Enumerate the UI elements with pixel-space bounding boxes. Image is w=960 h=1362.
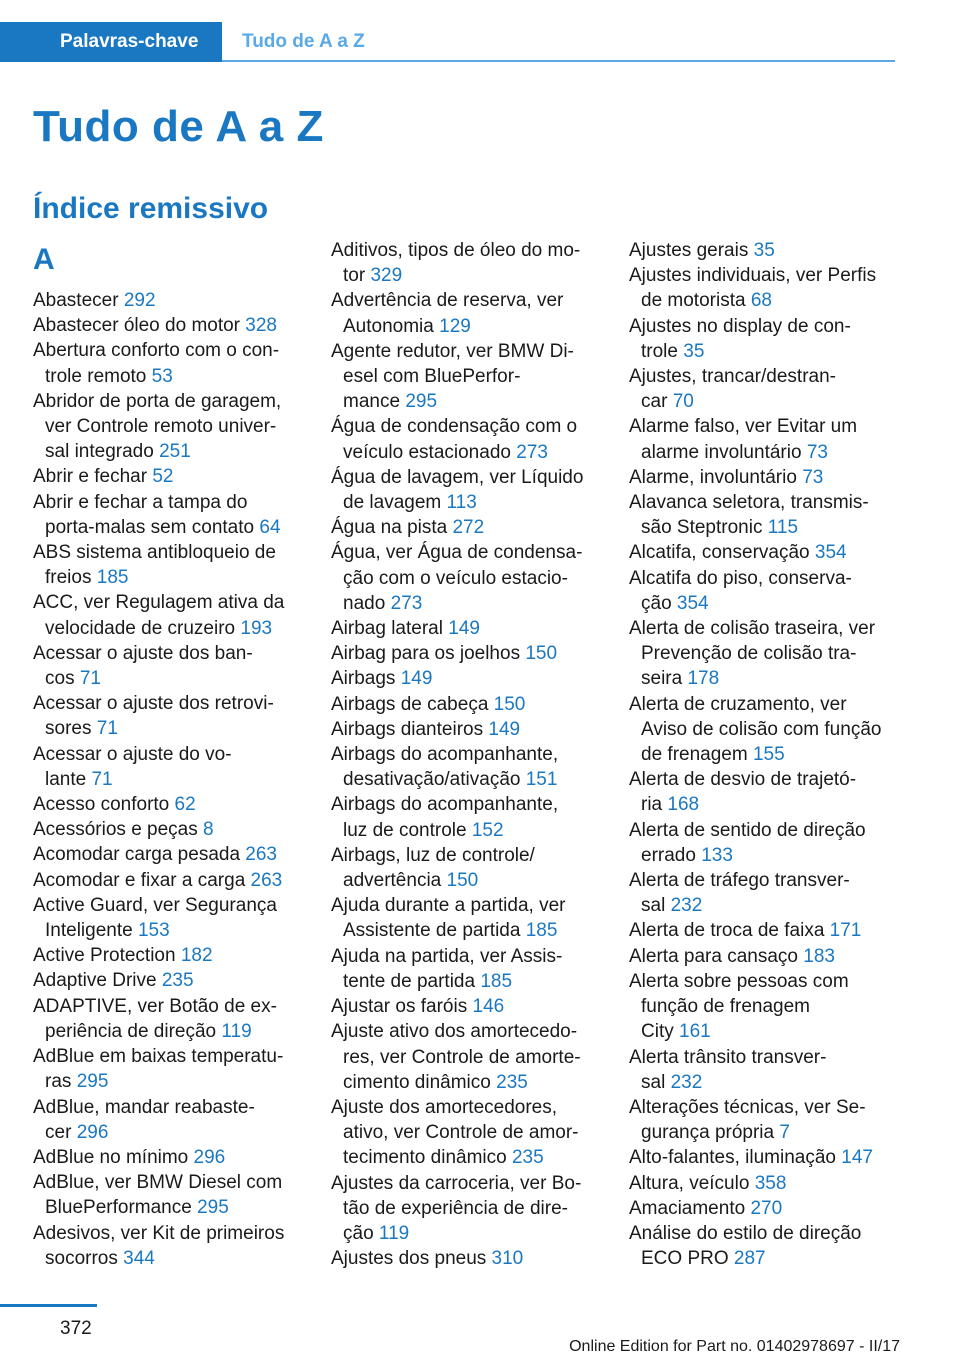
index-entry-page-link[interactable]: 178	[687, 668, 720, 690]
index-entry-text: Ajuda durante a partida, ver Assistente de partida	[331, 895, 566, 942]
index-entry	[629, 692, 899, 768]
index-entry-text: Alerta de troca de faixa	[629, 920, 825, 942]
index-entry-text: AdBlue, mandar reabaste- cer	[33, 1096, 255, 1143]
index-entry	[33, 893, 303, 943]
index-entry-page-link[interactable]: 263	[245, 844, 277, 866]
index-entry-page-link[interactable]: 295	[76, 1071, 109, 1093]
index-entry-page-link[interactable]: 358	[754, 1172, 787, 1194]
index-entry-page-link[interactable]: 35	[753, 240, 775, 261]
index-entry-text: Abastecer óleo do motor	[33, 315, 241, 337]
index-entry-text: Airbag lateral	[331, 618, 443, 640]
index-entry	[331, 1019, 601, 1095]
index-entry-text: Alcatifa, conservação	[629, 542, 810, 564]
index-entry	[629, 490, 899, 540]
index-entry-text: Airbags de cabeça	[331, 693, 489, 715]
index-entry-text: Acessar o ajuste dos retrovi- sores	[33, 693, 274, 740]
index-entry-page-link[interactable]: 272	[452, 517, 485, 539]
index-entry	[33, 590, 303, 640]
index-entry-page-link[interactable]: 7	[779, 1122, 790, 1144]
index-entry-page-link[interactable]: 296	[193, 1146, 226, 1168]
index-entry-text: Alerta de tráfego transver- sal	[629, 870, 850, 917]
index-entry-page-link[interactable]: 153	[137, 920, 170, 942]
index-entry-page-link[interactable]: 62	[174, 794, 196, 816]
index-entry-page-link[interactable]: 193	[240, 617, 273, 639]
index-entry-page-link[interactable]: 73	[806, 441, 828, 463]
index-entry-page-link[interactable]: 73	[802, 466, 824, 488]
index-entry-page-link[interactable]: 35	[683, 340, 705, 362]
index-entry	[331, 893, 601, 943]
index-entry-text: Ajuste dos amortecedores, ativo, ver Controle de amor- tecimento dinâmico	[331, 1096, 579, 1169]
index-entry	[331, 238, 601, 288]
index-entry	[33, 1170, 303, 1220]
index-entry-page-link[interactable]: 8	[203, 819, 214, 841]
index-entry-page-link[interactable]: 287	[733, 1248, 766, 1270]
index-entry-page-link[interactable]: 149	[400, 668, 433, 690]
index-letter-heading: A	[33, 243, 55, 276]
index-entry-page-link[interactable]: 149	[488, 718, 521, 740]
index-entry	[629, 616, 899, 692]
index-entry-page-link[interactable]: 183	[803, 945, 835, 967]
index-column-2	[331, 238, 601, 1271]
index-entry-text: Agente redutor, ver BMW Di- esel com BluePerfor- mance	[331, 340, 574, 413]
index-entry-text: Acesso conforto	[33, 794, 170, 816]
index-entry	[331, 717, 601, 742]
index-entry-text: Alerta trânsito transver- sal	[629, 1046, 827, 1093]
index-entry	[331, 1246, 601, 1271]
index-entry	[331, 339, 601, 415]
index-entry	[33, 742, 303, 792]
index-entry-text: Abastecer	[33, 290, 119, 311]
index-entry	[629, 540, 899, 565]
page-number: 372	[60, 1318, 92, 1339]
section-title: Índice remissivo	[33, 192, 269, 225]
index-entry-text: ABS sistema antibloqueio de freios	[33, 542, 276, 589]
index-entry	[331, 1095, 601, 1171]
index-entry-text: Ajustes individuais, ver Perfis de motorista	[629, 265, 877, 312]
index-entry-text: Adesivos, ver Kit de primeiros socorros	[33, 1222, 285, 1269]
index-entry-page-link[interactable]: 185	[525, 920, 558, 942]
index-entry	[33, 691, 303, 741]
index-entry	[33, 1095, 303, 1145]
index-entry	[629, 1196, 899, 1221]
index-entry-page-link[interactable]: 182	[180, 945, 213, 967]
index-entry-page-link[interactable]: 251	[159, 441, 191, 463]
index-entry-text: Ajuste ativo dos amortecedo- res, ver Controle de amorte- cimento dinâmico	[331, 1021, 581, 1093]
index-entry-text: Adaptive Drive	[33, 970, 157, 992]
index-entry-text: Ajustes da carroceria, ver Bo- tão de experiência de dire- ção	[331, 1172, 582, 1244]
index-entry-text: Água de condensação com o veículo estacionado	[331, 416, 578, 463]
index-entry-text: Abrir e fechar	[33, 466, 148, 488]
index-entry-page-link[interactable]: 168	[667, 794, 700, 816]
index-entry-page-link[interactable]: 295	[197, 1197, 229, 1219]
index-entry	[629, 263, 899, 313]
index-entry-page-link[interactable]: 133	[701, 844, 733, 866]
tab-keywords[interactable]: Palavras-chave	[0, 22, 222, 62]
index-entry-page-link[interactable]: 129	[439, 315, 471, 337]
index-column-1	[33, 238, 303, 1271]
index-entry	[33, 792, 303, 817]
index-entry	[629, 465, 899, 490]
index-entry-page-link[interactable]: 328	[245, 315, 277, 337]
index-entry-page-link[interactable]: 64	[259, 516, 281, 538]
index-entry-text: Airbags do acompanhante, desativação/ativação	[331, 744, 559, 791]
index-entry-text: Aditivos, tipos de óleo do mo- tor	[331, 240, 581, 287]
index-entry	[629, 1095, 899, 1145]
index-entry-text: Alerta de sentido de direção errado	[629, 819, 866, 866]
index-entry-page-link[interactable]: 119	[221, 1020, 252, 1042]
index-entry-text: Ajustes no display de con- trole	[629, 315, 851, 362]
index-entry-page-link[interactable]: 71	[91, 768, 113, 790]
index-entry-text: Airbag para os joelhos	[331, 643, 521, 665]
index-entry-text: Acomodar carga pesada	[33, 844, 241, 866]
index-entry-text: Amaciamento	[629, 1197, 746, 1219]
index-entry	[33, 338, 303, 388]
index-entry	[33, 641, 303, 691]
index-entry-page-link[interactable]: 146	[472, 996, 505, 1018]
index-entry-text: Ajuda na partida, ver Assis- tente de partida	[331, 945, 563, 992]
index-entry	[331, 1171, 601, 1247]
index-entry-text: AdBlue, ver BMW Diesel com BluePerformance	[33, 1172, 283, 1219]
index-entry-page-link[interactable]: 68	[750, 290, 772, 312]
index-entry	[331, 944, 601, 994]
index-entry	[33, 490, 303, 540]
index-entry-page-link[interactable]: 113	[446, 492, 477, 514]
index-entry	[331, 465, 601, 515]
index-entry-text: Alterações técnicas, ver Se- gurança própria	[629, 1096, 866, 1144]
tab-underline	[222, 60, 895, 62]
index-entry-text: Altura, veículo	[629, 1172, 750, 1194]
index-entry	[33, 1221, 303, 1271]
index-entry-text: Advertência de reserva, ver Autonomia	[331, 290, 564, 337]
index-entry	[331, 792, 601, 842]
index-entry-text: AdBlue no mínimo	[33, 1146, 189, 1168]
index-entry-text: Acessórios e peças	[33, 819, 198, 841]
index-entry	[629, 414, 899, 464]
index-entry-page-link[interactable]: 71	[79, 668, 101, 690]
index-column-3	[629, 238, 899, 1271]
index-entry-page-link[interactable]: 329	[370, 265, 403, 287]
index-entry	[331, 414, 601, 464]
index-entry	[33, 540, 303, 590]
index-entry-text: Análise do estilo de direção ECO PRO	[629, 1222, 862, 1270]
index-entry-page-link[interactable]: 185	[96, 567, 129, 589]
index-entry-text: Ajustes gerais	[629, 240, 749, 261]
index-entry	[33, 968, 303, 993]
index-entry-text: Active Protection	[33, 945, 176, 967]
index-entry	[629, 944, 899, 969]
index-entry-page-link[interactable]: 150	[525, 643, 558, 665]
index-entry-text: Airbags dianteiros	[331, 718, 484, 740]
index-entry-page-link[interactable]: 70	[672, 391, 694, 413]
index-entry-text: Ajustes, trancar/destran- car	[629, 366, 836, 413]
index-entry	[33, 817, 303, 842]
index-entry-page-link[interactable]: 185	[480, 970, 513, 992]
index-entry	[33, 1044, 303, 1094]
index-entry	[331, 994, 601, 1019]
index-entry-text: Abridor de porta de garagem, ver Controle remoto univer- sal integrado	[33, 390, 282, 463]
index-entry	[33, 288, 303, 313]
index-entry	[629, 818, 899, 868]
index-entry-text: Acessar o ajuste dos ban- cos	[33, 642, 253, 690]
index-entry	[33, 389, 303, 465]
index-entry-page-link[interactable]: 310	[491, 1248, 524, 1270]
index-entry-text: Airbags, luz de controle/ advertência	[331, 844, 535, 892]
index-entry-page-link[interactable]: 119	[378, 1222, 410, 1244]
index-entry	[331, 515, 601, 540]
index-entry	[331, 540, 601, 616]
index-entry	[629, 767, 899, 817]
index-entry-page-link[interactable]: 71	[96, 718, 118, 740]
index-entry-text: Alerta para cansaço	[629, 945, 798, 967]
index-entry	[33, 994, 303, 1044]
index-entry-text: Alavanca seletora, transmis- são Steptronic	[629, 492, 869, 539]
index-entry	[33, 464, 303, 489]
index-entry-page-link[interactable]: 150	[446, 870, 479, 892]
index-entry-text: Água de lavagem, ver Líquido de lavagem	[331, 466, 584, 514]
index-entry-page-link[interactable]: 235	[496, 1071, 528, 1093]
index-entry-text: Alerta de desvio de trajetó- ria	[629, 769, 857, 816]
index-entry	[33, 842, 303, 867]
index-entry-text: Alto-falantes, iluminação	[629, 1147, 836, 1169]
index-entry	[33, 1145, 303, 1170]
index-entry-text: Active Guard, ver Segurança Inteligente	[33, 894, 277, 942]
index-entry	[331, 666, 601, 691]
index-entry-text: Acomodar e fixar a carga	[33, 869, 246, 891]
index-entry	[331, 641, 601, 666]
index-entry-page-link[interactable]: 52	[152, 466, 174, 488]
index-entry-text: Alerta de cruzamento, ver Aviso de colisão com função de frenagem	[629, 693, 882, 766]
index-entry-text: Acessar o ajuste do vo- lante	[33, 743, 232, 790]
index-entry	[629, 1171, 899, 1196]
index-entry-text: Alerta de colisão traseira, ver Prevenção de colisão tra- seira	[629, 618, 876, 690]
index-entry	[33, 868, 303, 893]
page-title: Tudo de A a Z	[33, 102, 324, 151]
index-entry-page-link[interactable]: 235	[161, 970, 194, 992]
index-entry-page-link[interactable]: 263	[250, 869, 283, 891]
index-entry-page-link[interactable]: 235	[511, 1147, 544, 1169]
index-entry-page-link[interactable]: 354	[676, 592, 709, 614]
index-entry-page-link[interactable]: 171	[829, 920, 862, 942]
index-entry-text: Alerta sobre pessoas com função de frenagem City	[629, 970, 849, 1043]
index-entry-page-link[interactable]: 295	[405, 391, 438, 413]
index-entry	[629, 868, 899, 918]
index-entry-text: Airbags do acompanhante, luz de controle	[331, 794, 559, 841]
index-entry-page-link[interactable]: 273	[390, 592, 423, 614]
index-entry	[629, 364, 899, 414]
index-entry-page-link[interactable]: 232	[670, 895, 703, 917]
index-entry-text: Alarme falso, ver Evitar um alarme involuntário	[629, 416, 858, 463]
index-entry	[629, 238, 899, 263]
index-entry-text: ADAPTIVE, ver Botão de ex- periência de direção	[33, 995, 277, 1042]
index-entry	[629, 566, 899, 616]
index-entry-text: Alarme, involuntário	[629, 466, 797, 488]
index-entry	[33, 943, 303, 968]
footer-rule	[0, 1304, 97, 1307]
index-entry-page-link[interactable]: 147	[841, 1147, 873, 1169]
index-entry	[629, 1145, 899, 1170]
index-entry-page-link[interactable]: 273	[516, 441, 548, 463]
tab-current[interactable]: Tudo de A a Z	[242, 31, 365, 52]
index-entry-page-link[interactable]: 151	[525, 769, 558, 791]
index-entry	[331, 616, 601, 641]
index-entry-page-link[interactable]: 149	[448, 618, 480, 640]
index-entry	[629, 969, 899, 1045]
index-entry	[331, 288, 601, 338]
index-entry-text: Alcatifa do piso, conserva- ção	[629, 567, 852, 614]
index-entry-text: Ajustes dos pneus	[331, 1248, 487, 1270]
index-entry-page-link[interactable]: 53	[151, 365, 173, 387]
index-entry-text: AdBlue em baixas temperatu- ras	[33, 1046, 284, 1093]
index-entry-page-link[interactable]: 292	[123, 290, 156, 311]
index-entry-page-link[interactable]: 161	[679, 1021, 711, 1043]
index-entry-text: ACC, ver Regulagem ativa da velocidade de cruzeiro	[33, 592, 285, 639]
index-entry-text: Ajustar os faróis	[331, 996, 468, 1018]
index-entry-page-link[interactable]: 296	[76, 1121, 109, 1143]
index-entry-page-link[interactable]: 354	[814, 542, 847, 564]
index-entry	[629, 314, 899, 364]
index-entry	[629, 1221, 899, 1271]
index-entry-text: Água na pista	[331, 517, 448, 539]
index-entry-page-link[interactable]: 344	[123, 1247, 155, 1269]
index-entry	[629, 1045, 899, 1095]
index-entry-page-link[interactable]: 150	[493, 693, 526, 715]
breadcrumb-tabs	[0, 22, 895, 62]
index-entry	[331, 742, 601, 792]
index-entry	[629, 918, 899, 943]
index-entry	[331, 692, 601, 717]
index-entry-page-link[interactable]: 152	[471, 819, 504, 841]
index-entry-text: Abertura conforto com o con- trole remoto	[33, 340, 280, 387]
index-entry-text: Água, ver Água de condensa- ção com o veículo estacio- nado	[331, 542, 583, 614]
index-entry-page-link[interactable]: 270	[750, 1197, 783, 1219]
index-entry-text: Abrir e fechar a tampa do porta-malas sem contato	[33, 491, 255, 538]
index-entry-text: Airbags	[331, 668, 396, 690]
index-entry	[33, 313, 303, 338]
index-entry	[331, 843, 601, 893]
index-entry-page-link[interactable]: 232	[670, 1071, 703, 1093]
edition-note: Online Edition for Part no. 01402978697 - II/17	[569, 1338, 900, 1355]
index-entry-page-link[interactable]: 115	[767, 517, 799, 539]
index-entry-page-link[interactable]: 155	[752, 744, 785, 766]
